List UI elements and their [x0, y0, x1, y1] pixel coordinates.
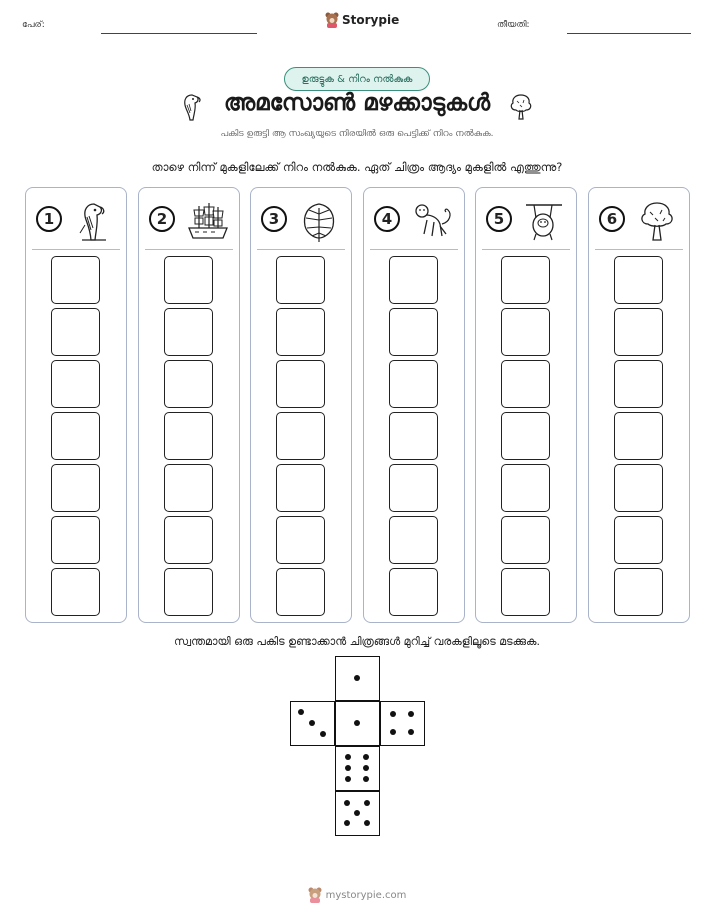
column-number: 4 [374, 206, 400, 232]
footer-url[interactable]: mystorypie.com [325, 889, 407, 901]
column-divider [482, 249, 570, 250]
column-header [482, 202, 570, 242]
color-box[interactable] [389, 256, 438, 304]
color-box[interactable] [501, 308, 550, 356]
color-box[interactable] [501, 568, 550, 616]
pip [364, 820, 370, 826]
column-header [595, 202, 683, 242]
color-box[interactable] [51, 308, 100, 356]
bear-icon [308, 887, 322, 903]
color-box[interactable] [51, 516, 100, 564]
tree-icon [508, 92, 534, 122]
pip [354, 810, 360, 816]
color-box[interactable] [614, 464, 663, 512]
color-box[interactable] [51, 464, 100, 512]
pip [309, 720, 315, 726]
color-box[interactable] [389, 308, 438, 356]
die-face-3 [290, 701, 335, 746]
color-box[interactable] [389, 464, 438, 512]
pip [344, 800, 350, 806]
monkey-icon [410, 200, 456, 244]
pip [390, 711, 396, 717]
color-box[interactable] [389, 412, 438, 460]
column-divider [145, 249, 233, 250]
column-number: 3 [261, 206, 287, 232]
color-box[interactable] [276, 516, 325, 564]
subtitle: പകിട ഉരുട്ടി ആ സംഖ്യയുടെ നിരയിൽ ഒരു പെട്ടിക്ക് നിറം നൽകുക. [220, 129, 494, 139]
die-face-4 [380, 701, 425, 746]
color-box[interactable] [389, 568, 438, 616]
color-box[interactable] [276, 360, 325, 408]
column-1 [25, 187, 127, 623]
column-4 [363, 187, 465, 623]
color-box[interactable] [614, 412, 663, 460]
brand-logo [325, 12, 399, 28]
pip [408, 711, 414, 717]
pip [298, 709, 304, 715]
color-box[interactable] [501, 412, 550, 460]
column-number: 5 [486, 206, 512, 232]
page-title: അമസോൺ മഴക്കാടുകൾ [223, 90, 491, 116]
column-header [32, 202, 120, 242]
color-box[interactable] [51, 412, 100, 460]
pip [363, 754, 369, 760]
footer [0, 887, 714, 903]
color-box[interactable] [614, 568, 663, 616]
column-divider [257, 249, 345, 250]
pip [390, 729, 396, 735]
color-box[interactable] [389, 360, 438, 408]
pip [345, 765, 351, 771]
die-face-5 [335, 791, 380, 836]
column-divider [32, 249, 120, 250]
pip [363, 776, 369, 782]
pip [408, 729, 414, 735]
color-box[interactable] [276, 464, 325, 512]
color-box[interactable] [51, 568, 100, 616]
column-2 [138, 187, 240, 623]
color-box[interactable] [614, 516, 663, 564]
color-box[interactable] [164, 464, 213, 512]
color-box[interactable] [164, 360, 213, 408]
color-box[interactable] [501, 360, 550, 408]
color-box[interactable] [276, 412, 325, 460]
tree-icon [635, 200, 679, 244]
column-number: 1 [36, 206, 62, 232]
color-box[interactable] [501, 516, 550, 564]
ship-icon [185, 200, 231, 244]
pip [320, 731, 326, 737]
die-instruction: സ്വന്തമായി ഒരു പകിട ഉണ്ടാക്കാൻ ചിത്രങ്ങൾ മുറിച്ച് വരകളിലൂടെ മടക്കുക. [174, 635, 540, 648]
color-box[interactable] [614, 308, 663, 356]
sloth-icon [522, 200, 566, 244]
pip [354, 720, 360, 726]
pip [363, 765, 369, 771]
color-box[interactable] [501, 464, 550, 512]
color-box[interactable] [164, 256, 213, 304]
pip [354, 675, 360, 681]
column-header [370, 202, 458, 242]
color-box[interactable] [276, 308, 325, 356]
color-box[interactable] [276, 256, 325, 304]
column-5 [475, 187, 577, 623]
color-box[interactable] [614, 360, 663, 408]
color-box[interactable] [164, 412, 213, 460]
leaf-icon [297, 200, 341, 244]
die-face-1 [335, 701, 380, 746]
name-line[interactable] [101, 33, 257, 34]
activity-tag: ഉരുട്ടുക & നിറം നൽകുക [284, 67, 430, 91]
color-box[interactable] [276, 568, 325, 616]
color-box[interactable] [501, 256, 550, 304]
color-box[interactable] [164, 516, 213, 564]
question-text: താഴെ നിന്ന് മുകളിലേക്ക് നിറം നൽകുക. ഏത് ചിത്രം ആദ്യം മുകളിൽ എത്തുന്നു? [151, 160, 563, 174]
pip [345, 776, 351, 782]
pip [364, 800, 370, 806]
color-box[interactable] [164, 308, 213, 356]
column-6 [588, 187, 690, 623]
column-3 [250, 187, 352, 623]
color-box[interactable] [164, 568, 213, 616]
parrot-icon [72, 200, 116, 244]
column-number: 2 [149, 206, 175, 232]
die-face-1 [335, 656, 380, 701]
color-box[interactable] [51, 256, 100, 304]
date-line[interactable] [567, 33, 691, 34]
column-header [257, 202, 345, 242]
column-number: 6 [599, 206, 625, 232]
column-divider [595, 249, 683, 250]
pip [345, 754, 351, 760]
color-box[interactable] [51, 360, 100, 408]
brand-name: Storypie [342, 13, 400, 27]
color-box[interactable] [614, 256, 663, 304]
column-header [145, 202, 233, 242]
column-divider [370, 249, 458, 250]
pip [344, 820, 350, 826]
die-face-6 [335, 746, 380, 791]
name-label: പേര്: [22, 20, 45, 30]
bear-icon [325, 12, 339, 28]
color-box[interactable] [389, 516, 438, 564]
date-label: തീയതി: [497, 20, 530, 30]
